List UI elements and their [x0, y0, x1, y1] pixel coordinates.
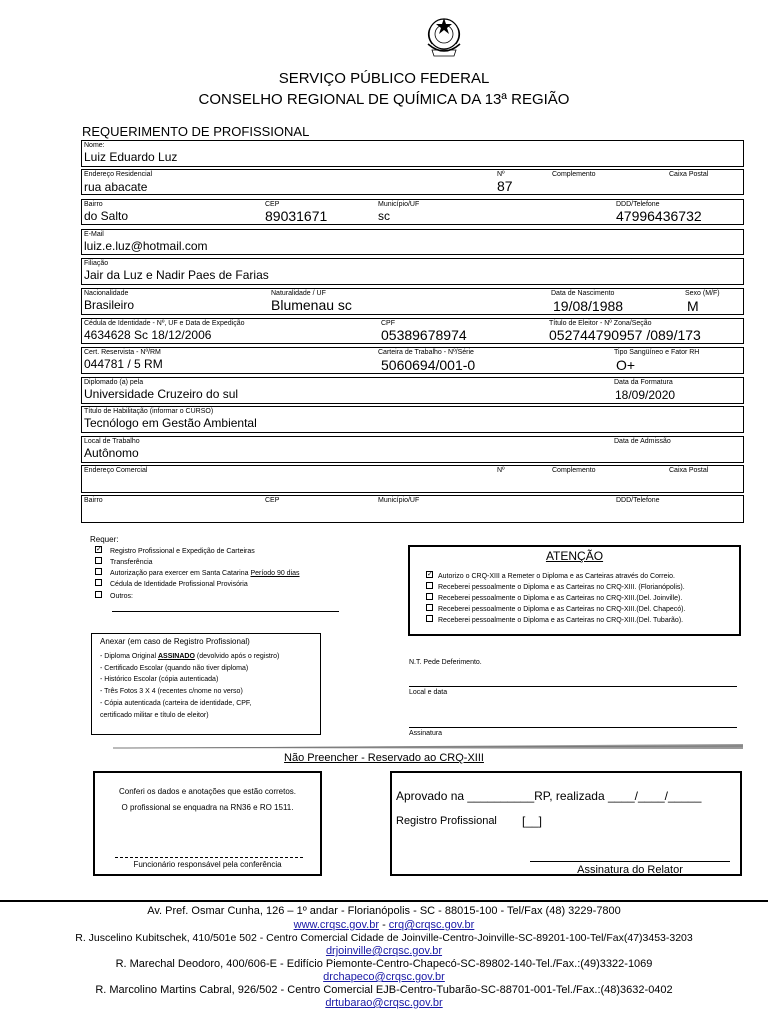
- atencao-title: ATENÇÃO: [545, 549, 604, 563]
- assinatura-label: Assinatura: [409, 730, 443, 737]
- aprovado-box: [390, 771, 742, 876]
- anexar-item-4: - Cópia autenticada (carteira de identidade, CPF,: [100, 700, 252, 707]
- sangue-label: Tipo Sangüíneo e Fator RH: [614, 349, 700, 356]
- filiacao-box[interactable]: [81, 258, 744, 285]
- atencao-checkbox-2[interactable]: [426, 593, 433, 600]
- habilitacao-label: Título de Habilitação (informar o CURSO): [84, 408, 214, 415]
- requer-title: Requer:: [90, 535, 119, 544]
- conferi-box: [93, 771, 322, 876]
- requer-item-1: Transferência: [110, 559, 153, 566]
- footer-separator: [0, 900, 768, 902]
- titulo-label: Título de Eleitor - Nº Zona/Seção: [549, 320, 652, 327]
- chapeco-email-link[interactable]: drchapeco@crqsc.gov.br: [323, 971, 445, 983]
- filiacao-label: Filiação: [84, 260, 109, 267]
- bairro-box[interactable]: [81, 199, 744, 225]
- requer-section: [90, 535, 390, 620]
- formatura-label: Data da Formatura: [614, 379, 673, 386]
- header-line2: CONSELHO REGIONAL DE QUÍMICA DA 13ª REGIÃO: [198, 91, 570, 108]
- sangue-value: O+: [616, 357, 636, 373]
- funcionario-label: Funcionário responsável pela conferência: [133, 860, 282, 869]
- email-value: luiz.e.luz@hotmail.com: [84, 239, 208, 253]
- atencao-item-1: Receberei pessoalmente o Diploma e as Carteiras no CRQ-XIII. (Florianópolis).: [438, 584, 685, 591]
- titulo-value: 052744790957 /089/173: [549, 327, 701, 343]
- anexar-box: [91, 633, 321, 735]
- endereco-value: rua abacate: [84, 180, 148, 194]
- conferi-line2: O profissional se enquadra na RN36 e RO 1511.: [121, 803, 294, 812]
- relator-label: Assinatura do Relator: [577, 864, 683, 876]
- atencao-checkbox-1[interactable]: [426, 582, 433, 589]
- ddd-label: DDD/Telefone: [616, 201, 660, 208]
- atencao-item-0: Autorizo o CRQ-XIII a Remeter o Diploma e as Carteiras através do Correio.: [438, 573, 675, 580]
- registro-label: Registro Profissional: [396, 815, 497, 827]
- anexar-title: Anexar (em caso de Registro Profissional): [100, 637, 250, 646]
- admissao-label: Data de Admissão: [614, 438, 671, 445]
- requer-item-0: Registro Profissional e Expedição de Carteiras: [110, 548, 255, 555]
- endereco-label: Endereço Residencial: [84, 171, 153, 178]
- habilitacao-box[interactable]: [81, 406, 744, 433]
- anexar-item-1: - Certificado Escolar (quando não tiver diploma): [100, 665, 249, 672]
- assinatura-line[interactable]: [409, 727, 737, 728]
- conferi-line1: Conferi os dados e anotações que estão corretos.: [119, 787, 296, 796]
- identidade-value: 4634628 Sc 18/12/2006: [84, 328, 212, 342]
- local-data-label: Local e data: [409, 689, 448, 696]
- anexar-item-0: [100, 652, 279, 661]
- bairro-value: do Salto: [84, 209, 129, 223]
- atencao-item-4: Receberei pessoalmente o Diploma e as Carteiras no CRQ-XIII.(Del. Tubarão).: [438, 617, 684, 624]
- nome-box[interactable]: [81, 140, 744, 167]
- requer-checkbox-2[interactable]: [95, 568, 102, 575]
- cpf-label: CPF: [381, 320, 395, 327]
- anexar-item-2: - Histórico Escolar (cópia autenticada): [100, 676, 219, 683]
- cep2-label: CEP: [265, 497, 280, 504]
- tubarao-email-link[interactable]: drtubarao@crqsc.gov.br: [325, 997, 443, 1009]
- complemento-label: Complemento: [552, 171, 596, 178]
- nacionalidade-value: Brasileiro: [84, 298, 135, 312]
- telefone-value: 47996436732: [616, 208, 702, 224]
- local-label: Local de Trabalho: [84, 438, 140, 445]
- sexo-value: M: [687, 298, 699, 314]
- sexo-label: Sexo (M/F): [685, 290, 720, 297]
- naturalidade-value: Blumenau sc: [271, 297, 352, 313]
- requer-item-2-extra: Período 90 dias: [250, 570, 300, 577]
- local-value: Autônomo: [84, 446, 139, 460]
- atencao-item-3: Receberei pessoalmente o Diploma e as Carteiras no CRQ-XIII.(Del. Chapecó).: [438, 606, 686, 613]
- joinville-email-link[interactable]: drjoinville@crqsc.gov.br: [325, 945, 443, 957]
- requer-checkbox-0[interactable]: ✓: [96, 546, 102, 553]
- municipio2-label: Município/UF: [378, 497, 420, 504]
- comercial-label: Endereço Comercial: [84, 467, 148, 474]
- reserved-title: Não Preencher - Reservado ao CRQ-XIII: [284, 752, 484, 764]
- bairro2-box[interactable]: [81, 495, 744, 523]
- identidade-box[interactable]: [81, 318, 744, 344]
- ddd2-label: DDD/Telefone: [616, 497, 660, 504]
- atencao-item-2: Receberei pessoalmente o Diploma e as Carteiras no CRQ-XIII.(Del. Joinville).: [438, 595, 683, 602]
- municipio-value: sc: [378, 209, 390, 223]
- requer-item-4: Outros:: [110, 593, 133, 600]
- nacionalidade-box[interactable]: [81, 288, 744, 315]
- habilitacao-value: Tecnólogo em Gestão Ambiental: [84, 416, 257, 430]
- nome-value: Luiz Eduardo Luz: [84, 150, 178, 164]
- requer-checkbox-3[interactable]: [95, 579, 102, 586]
- requer-checkbox-1[interactable]: [95, 557, 102, 564]
- comercial-box[interactable]: [81, 465, 744, 493]
- identidade-label: Cédula de Identidade - Nº, UF e Data de Expedição: [84, 320, 245, 327]
- complemento2-label: Complemento: [552, 467, 596, 474]
- funcionario-line[interactable]: [115, 857, 303, 858]
- anexar-item-3: - Três Fotos 3 X 4 (recentes c/nome no verso): [100, 688, 243, 695]
- registro-box[interactable]: [__]: [522, 814, 543, 828]
- numero-value: 87: [497, 178, 513, 194]
- bairro2-label: Bairro: [84, 497, 103, 504]
- site-link[interactable]: www.crqsc.gov.br: [293, 919, 380, 931]
- cep-label: CEP: [265, 201, 280, 208]
- anexar-item-0-post: (devolvido após o registro): [194, 653, 280, 660]
- footer-links1: [0, 919, 768, 932]
- reservista-label: Cert. Reservista - Nº/RM: [84, 349, 161, 356]
- caixa2-label: Caixa Postal: [669, 467, 709, 474]
- local-data-line[interactable]: [409, 686, 737, 687]
- cpf-value: 05389678974: [381, 327, 467, 343]
- numero2-label: Nº: [497, 467, 505, 474]
- requer-item-3: Cédula de Identidade Profissional Provisória: [110, 581, 248, 588]
- crq-email-link[interactable]: crq@crqsc.gov.br: [388, 919, 475, 931]
- email-box[interactable]: [81, 229, 744, 255]
- footer-line1: Av. Pref. Osmar Cunha, 126 – 1º andar - Florianópolis - SC - 88015-100 - Tel/Fax (48) 3229-7800: [147, 905, 621, 917]
- diploma-label: Diplomado (a) pela: [84, 379, 144, 386]
- anexar-item-0-em: ASSINADO: [157, 653, 195, 660]
- nt-pede-deferimento: N.T. Pede Deferimento.: [409, 659, 482, 666]
- email-label: E-Mail: [84, 231, 104, 238]
- nascimento-label: Data de Nascimento: [551, 290, 615, 297]
- ctps-value: 5060694/001-0: [381, 357, 476, 373]
- anexar-item-0-pre: - Diploma Original: [100, 653, 158, 660]
- requer-checkbox-4[interactable]: [95, 591, 102, 598]
- endereco-box[interactable]: [81, 169, 744, 195]
- bairro-label: Bairro: [84, 201, 103, 208]
- footer-link-separator: -: [379, 919, 389, 931]
- reservista-value: 044781 / 5 RM: [84, 357, 163, 371]
- reserved-divider: [113, 743, 743, 751]
- relator-line[interactable]: [530, 861, 730, 862]
- outros-line: [112, 611, 339, 612]
- atencao-checkbox-4[interactable]: [426, 615, 433, 622]
- requer-item-2: [110, 569, 300, 578]
- coat-of-arms-seal-icon: [424, 14, 464, 64]
- diploma-value: Universidade Cruzeiro do sul: [84, 387, 239, 401]
- ctps-label: Carteira de Trabalho - Nº/Série: [378, 349, 474, 356]
- local-trabalho-box[interactable]: [81, 436, 744, 463]
- footer-line4: R. Marcolino Martins Cabral, 926/502 - Centro Comercial EJB-Centro-Tubarão-SC-88701-001-Tel./Fax.:(48)3632-0402: [95, 984, 673, 996]
- requer-item-2-label: Autorização para exercer em Santa Catarina: [110, 570, 249, 577]
- atencao-checkbox-3[interactable]: [426, 604, 433, 611]
- header-line1: SERVIÇO PÚBLICO FEDERAL: [278, 70, 490, 87]
- atencao-checkbox-0[interactable]: ✓: [427, 571, 433, 578]
- caixa-postal-label: Caixa Postal: [669, 171, 709, 178]
- naturalidade-label: Naturalidade / UF: [271, 290, 326, 297]
- reservista-box[interactable]: [81, 347, 744, 374]
- atencao-box: [408, 545, 741, 636]
- form-title: REQUERIMENTO DE PROFISSIONAL: [82, 124, 310, 139]
- footer-line3: R. Marechal Deodoro, 400/606-E - Edifício Piemonte-Centro-Chapecó-SC-89802-140-Tel./Fax.:(49)3322-1069: [115, 958, 653, 970]
- filiacao-value: Jair da Luz e Nadir Paes de Farias: [84, 268, 269, 282]
- numero-label: Nº: [497, 171, 505, 178]
- diploma-box[interactable]: [81, 377, 744, 404]
- nascimento-value: 19/08/1988: [553, 298, 624, 314]
- footer-line2: R. Juscelino Kubitschek, 410/501e 502 - Centro Comercial Cidade de Joinville-Centro-Joinville-SC-89201-100-Tel/Fax(47)3453-3203: [75, 932, 693, 944]
- municipio-label: Município/UF: [378, 201, 420, 208]
- aprovado-text: Aprovado na __________RP, realizada ____/____/_____: [396, 789, 702, 803]
- nacionalidade-label: Nacionalidade: [84, 290, 129, 297]
- anexar-item-5: certificado militar e título de eleitor): [100, 712, 209, 719]
- nome-label: Nome:: [84, 142, 105, 149]
- cep-value: 89031671: [265, 208, 328, 224]
- formatura-value: 18/09/2020: [615, 388, 676, 402]
